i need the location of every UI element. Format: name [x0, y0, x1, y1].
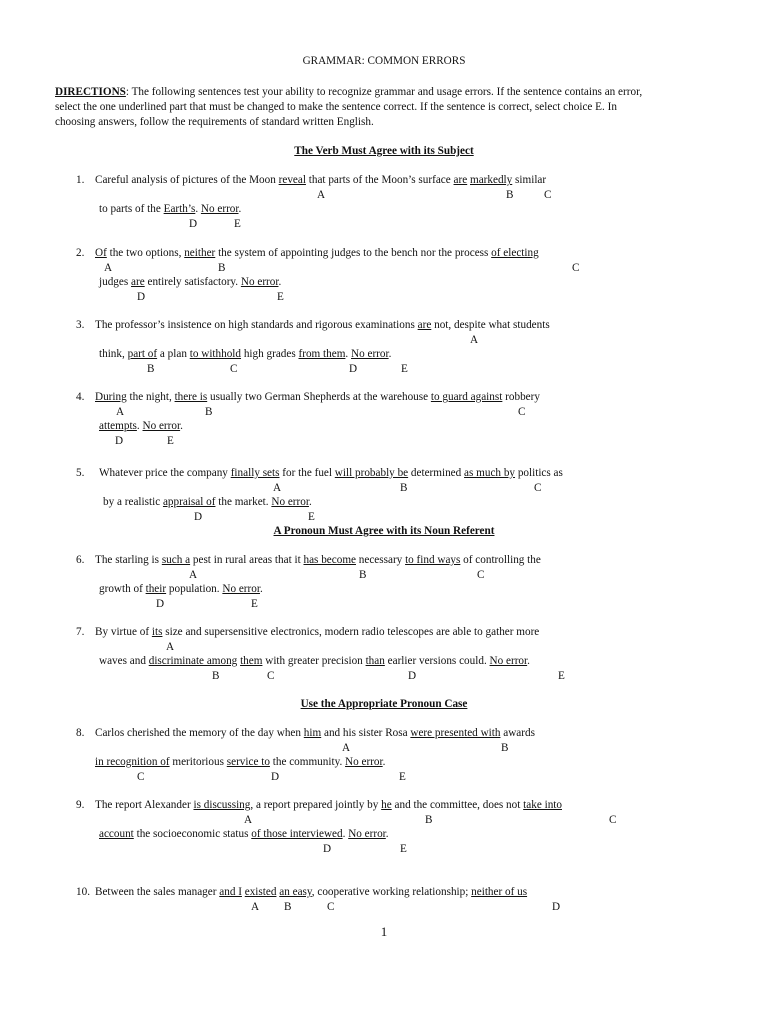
question-line: [95, 174, 546, 187]
question-number: 9.: [76, 799, 85, 811]
question-line: [99, 467, 563, 480]
underlined-choice: No error: [345, 756, 383, 768]
text-segment: of controlling the: [460, 554, 541, 566]
underlined-choice: has become: [303, 554, 356, 566]
text-segment: Between the sales manager: [95, 886, 220, 898]
choice-letter-a: A: [104, 262, 113, 274]
underlined-choice: of those interviewed: [251, 828, 343, 840]
question-line: [99, 655, 530, 668]
text-segment: for the fuel: [279, 467, 335, 479]
choice-letter-e: E: [558, 670, 565, 682]
underlined-choice: of electing: [491, 247, 539, 259]
question-number: 3.: [76, 319, 85, 331]
choice-letter-e: E: [401, 363, 408, 375]
text-segment: determined: [408, 467, 465, 479]
underlined-choice: are: [417, 319, 432, 331]
text-segment: size and supersensitive electronics, modern radio telescopes are able to gather more: [162, 626, 540, 638]
choice-letter-b: B: [359, 569, 367, 581]
question-number: 1.: [76, 174, 85, 186]
text-segment: the night,: [126, 391, 175, 403]
question-number: 7.: [76, 626, 85, 638]
choice-letter-c: C: [572, 262, 580, 274]
choice-letter-d: D: [194, 511, 203, 523]
question-line: [95, 626, 539, 639]
underlined-choice: them: [240, 655, 263, 667]
text-segment: .: [382, 756, 386, 768]
underlined-choice: an easy: [279, 886, 312, 898]
choice-letter-a: A: [273, 482, 282, 494]
underlined-choice: than: [365, 655, 385, 667]
text-segment: The starling is: [95, 554, 162, 566]
text-segment: entirely satisfactory.: [144, 276, 241, 288]
question-line: [103, 496, 312, 509]
choice-letter-d: D: [115, 435, 124, 447]
choice-letter-c: C: [327, 901, 335, 913]
choice-letter-a: A: [251, 901, 260, 913]
text-segment: the socioeconomic status: [133, 828, 252, 840]
question-line: [95, 727, 535, 740]
question-line: [95, 799, 562, 812]
question-number: 2.: [76, 247, 85, 259]
choice-letter-a: A: [166, 641, 175, 653]
underlined-choice: No error: [348, 828, 386, 840]
underlined-choice: No error: [351, 348, 389, 360]
question-number: 6.: [76, 554, 85, 566]
underlined-choice: No error: [142, 420, 181, 432]
choice-letter-a: A: [342, 742, 351, 754]
text-segment: .: [342, 828, 349, 840]
text-segment: with greater precision: [262, 655, 366, 667]
question-line: [95, 319, 550, 332]
question-line: [95, 756, 385, 769]
underlined-choice: he: [381, 799, 392, 811]
choice-letter-d: D: [156, 598, 165, 610]
underlined-choice: from them: [298, 348, 346, 360]
text-segment: the two options,: [106, 247, 185, 259]
underlined-choice: is discussing: [193, 799, 251, 811]
choice-letter-a: A: [317, 189, 326, 201]
underlined-choice: finally sets: [230, 467, 280, 479]
underlined-choice: No error: [200, 203, 239, 215]
underlined-choice: markedly: [470, 174, 513, 186]
section-heading: Use the Appropriate Pronoun Case: [300, 698, 468, 710]
underlined-choice: as much by: [464, 467, 516, 479]
underlined-choice: reveal: [278, 174, 306, 186]
underlined-choice: to find ways: [405, 554, 461, 566]
underlined-choice: in recognition of: [95, 756, 170, 768]
choice-letter-b: B: [205, 406, 213, 418]
underlined-choice: No error: [222, 583, 260, 595]
text-segment: The professor’s insistence on high standards and rigorous examinations: [95, 319, 418, 331]
choice-letter-d: D: [189, 218, 198, 230]
underlined-choice: are: [453, 174, 468, 186]
choice-letter-e: E: [399, 771, 406, 783]
text-segment: .: [527, 655, 530, 667]
text-segment: high grades: [241, 348, 299, 360]
underlined-choice: No error: [240, 276, 279, 288]
text-segment: similar: [512, 174, 547, 186]
text-segment: population.: [166, 583, 223, 595]
text-segment: , cooperative working relationship;: [311, 886, 472, 898]
underlined-choice: During: [95, 391, 127, 403]
choice-letter-d: D: [323, 843, 332, 855]
question-number: 4.: [76, 391, 85, 403]
underlined-choice: neither: [184, 247, 216, 259]
underlined-choice: service to: [226, 756, 270, 768]
underlined-choice: Earth’s: [163, 203, 196, 215]
underlined-choice: to withhold: [189, 348, 242, 360]
underlined-choice: Of: [95, 247, 107, 259]
text-segment: growth of: [99, 583, 146, 595]
choice-letter-b: B: [147, 363, 155, 375]
text-segment: the market.: [215, 496, 272, 508]
underlined-choice: No error: [489, 655, 528, 667]
question-number: 5.: [76, 467, 85, 479]
choice-letter-c: C: [137, 771, 145, 783]
choice-letter-d: D: [552, 901, 561, 913]
underlined-choice: to guard against: [430, 391, 503, 403]
question-number: 8.: [76, 727, 85, 739]
text-segment: .: [195, 203, 201, 215]
text-segment: a plan: [157, 348, 190, 360]
underlined-choice: part of: [127, 348, 158, 360]
choice-letter-e: E: [167, 435, 174, 447]
text-segment: politics as: [515, 467, 563, 479]
question-line: [99, 203, 241, 216]
page-number: 1: [380, 924, 388, 939]
text-segment: .: [238, 203, 242, 215]
choice-letter-b: B: [218, 262, 226, 274]
text-segment: Carlos cherished the memory of the day when: [95, 727, 304, 739]
text-segment: .: [308, 496, 312, 508]
choice-letter-e: E: [234, 218, 241, 230]
text-segment: , a report prepared jointly by: [250, 799, 382, 811]
text-segment: usually two German Shepherds at the warehouse: [207, 391, 431, 403]
text-segment: to parts of the: [99, 203, 164, 215]
choice-letter-e: E: [251, 598, 258, 610]
text-segment: meritorious: [169, 756, 227, 768]
underlined-choice: were presented with: [410, 727, 501, 739]
underlined-choice: neither of us: [471, 886, 528, 898]
text-segment: By virtue of: [95, 626, 152, 638]
section-heading: The Verb Must Agree with its Subject: [294, 145, 474, 157]
text-segment: and the committee, does not: [391, 799, 524, 811]
question-line: [95, 554, 541, 567]
text-segment: .: [388, 348, 392, 360]
text-segment: .: [345, 348, 352, 360]
choice-letter-b: B: [506, 189, 514, 201]
text-segment: necessary: [355, 554, 406, 566]
choice-letter-a: A: [244, 814, 253, 826]
choice-letter-a: A: [470, 334, 479, 346]
underlined-choice: existed: [244, 886, 277, 898]
text-segment: Whatever price the company: [99, 467, 231, 479]
directions-text: select the one underlined part that must be changed to make the sentence correct. If the sentence is correct, select choice E. In: [55, 101, 617, 113]
text-segment: the community.: [269, 756, 346, 768]
directions-text: choosing answers, follow the requirements of standard written English.: [55, 116, 374, 128]
choice-letter-d: D: [408, 670, 417, 682]
text-segment: awards: [500, 727, 535, 739]
text-segment: earlier versions could.: [384, 655, 490, 667]
choice-letter-c: C: [230, 363, 238, 375]
underlined-choice: appraisal of: [162, 496, 216, 508]
choice-letter-b: B: [284, 901, 292, 913]
text-segment: The report Alexander: [95, 799, 194, 811]
underlined-choice: its: [151, 626, 163, 638]
text-segment: .: [278, 276, 282, 288]
underlined-choice: attempts: [99, 420, 137, 432]
text-segment: not, despite what students: [431, 319, 550, 331]
text-segment: Careful analysis of pictures of the Moon: [95, 174, 279, 186]
text-segment: .: [136, 420, 143, 432]
question-line: [99, 348, 391, 361]
text-segment: judges: [99, 276, 132, 288]
choice-letter-d: D: [271, 771, 280, 783]
question-line: [95, 886, 527, 899]
section-heading: A Pronoun Must Agree with its Noun Referent: [273, 525, 495, 537]
question-number: 10.: [76, 886, 90, 898]
text-segment: .: [385, 828, 389, 840]
choice-letter-c: C: [518, 406, 526, 418]
underlined-choice: take into: [523, 799, 562, 811]
text-segment: robbery: [502, 391, 540, 403]
question-line: [95, 391, 540, 404]
text-segment: waves and: [99, 655, 149, 667]
choice-letter-b: B: [400, 482, 408, 494]
page-title: GRAMMAR: COMMON ERRORS: [302, 55, 466, 67]
choice-letter-c: C: [477, 569, 485, 581]
question-line: [99, 276, 281, 289]
text-segment: the system of appointing judges to the bench nor the process: [215, 247, 492, 259]
choice-letter-a: A: [189, 569, 198, 581]
choice-letter-e: E: [400, 843, 407, 855]
question-line: [99, 420, 183, 433]
underlined-choice: No error: [271, 496, 309, 508]
underlined-choice: account: [99, 828, 134, 840]
underlined-choice: their: [145, 583, 167, 595]
underlined-choice: there is: [174, 391, 208, 403]
text-segment: by a realistic: [103, 496, 163, 508]
choice-letter-c: C: [544, 189, 552, 201]
underlined-choice: such a: [161, 554, 191, 566]
choice-letter-a: A: [116, 406, 125, 418]
text-segment: that parts of the Moon’s surface: [305, 174, 454, 186]
choice-letter-e: E: [308, 511, 315, 523]
choice-letter-b: B: [501, 742, 509, 754]
underlined-choice: are: [131, 276, 145, 288]
choice-letter-b: B: [212, 670, 220, 682]
text-segment: and his sister Rosa: [321, 727, 411, 739]
choice-letter-e: E: [277, 291, 284, 303]
directions-text: : The following sentences test your ability to recognize grammar and usage errors. If the sentence contains an error,: [125, 86, 643, 98]
text-segment: pest in rural areas that it: [190, 554, 304, 566]
choice-letter-c: C: [267, 670, 275, 682]
choice-letter-b: B: [425, 814, 433, 826]
choice-letter-d: D: [349, 363, 358, 375]
question-line: [95, 247, 539, 260]
underlined-choice: will probably be: [334, 467, 409, 479]
question-line: [99, 828, 389, 841]
text-segment: .: [180, 420, 183, 432]
directions-label: DIRECTIONS: [55, 86, 126, 98]
choice-letter-c: C: [609, 814, 617, 826]
text-segment: .: [259, 583, 263, 595]
question-line: [99, 583, 263, 596]
text-segment: think,: [99, 348, 128, 360]
underlined-choice: discriminate among: [148, 655, 238, 667]
choice-letter-d: D: [137, 291, 146, 303]
underlined-choice: him: [303, 727, 322, 739]
choice-letter-c: C: [534, 482, 542, 494]
underlined-choice: and I: [219, 886, 242, 898]
